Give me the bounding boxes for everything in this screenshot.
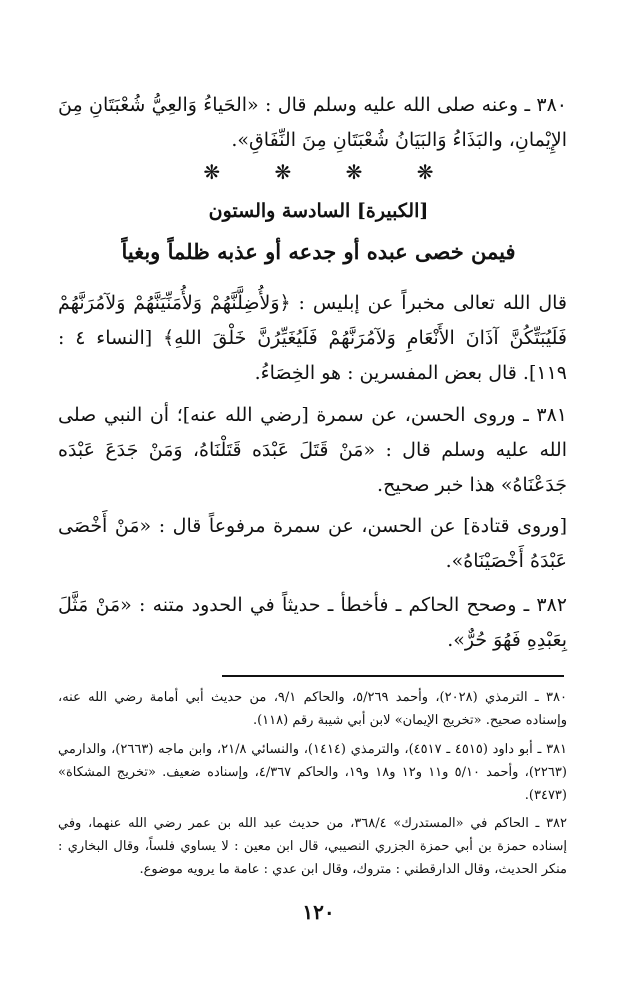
- page-number: ١٢٠: [302, 900, 335, 924]
- section-divider-stars: [0, 160, 637, 184]
- hadith-380: ٣٨٠ ـ وعنه صلى الله عليه وسلم قال : «الحَياءُ وَالعِيُّ شُعْبَتَانِ مِنَ الإِيْمانِ، والبَذَاءُ وَالبَيَانُ شُعْبَتَانِ مِنَ النِّفَاقِ».: [58, 94, 567, 151]
- star-icon: ❋: [203, 160, 221, 184]
- footnote-382: ٣٨٢ ـ الحاكم في «المستدرك» ٣٦٨/٤، من حديث عبد الله بن عمر رضي الله عنهما، وفي إسناده حمزة بن أبي حمزة الجزري النصيبي، قال ابن معين : لا يساوي فلساً، وقال البخاري : منكر الحديث، وقال الدارقطني : متروك، وقال ابن عدي : عامة ما يرويه موضوع.: [58, 816, 567, 877]
- hadith-381: ٣٨١ ـ وروى الحسن، عن سمرة [رضي الله عنه]؛ أن النبي صلى الله عليه وسلم قال : «مَنْ قَتَلَ عَبْدَه قَتَلْنَاهُ، وَمَنْ جَدَعَ عَبْدَه جَدَعْنَاهُ» هذا خبر صحيح.: [58, 404, 567, 496]
- footnote-381: ٣٨١ ـ أبو داود (٤٥١٥ ـ ٤٥١٧)، والترمذي (١٤١٤)، والنسائي ٢١/٨، وابن ماجه (٢٦٦٣)، والدارمي (٢٢٦٣)، وأحمد ٥/١٠ و١١ و١٢ و١٨ و١٩، والحاكم ٤/٣٦٧، وإسناده ضعيف. «تخريج المشكاة» (٣٤٧٣).: [58, 742, 568, 803]
- hadith-382: ٣٨٢ ـ وصحح الحاكم ـ فأخطأ ـ حديثاً في الحدود متنه : «مَنْ مَثَّلَ بِعَبْدِهِ فَهُوَ حُرٌّ».: [58, 594, 567, 651]
- intro-paragraph: قال الله تعالى مخبراً عن إبليس : ﴿وَلأُضِلَّنَّهُمْ وَلأُمَنِّيَنَّهُمْ وَلآمُرَنَّهُمْ فَلَيُبَتِّكُنَّ آذَانَ الأَنْعَامِ وَلآمُرَنَّهُمْ فَلَيُغَيِّرُنَّ خَلْقَ اللهِ﴾ [النساء ٤ : ١١٩]. قال بعض المفسرين : هو الخِصَاءُ.: [58, 292, 567, 384]
- chapter-subtitle: فيمن خصى عبده أو جدعه أو عذبه ظلماً وبغياً: [121, 239, 516, 264]
- chapter-title: [الكبيرة] السادسة والستون: [208, 200, 429, 222]
- qatada-paragraph: [وروى قتادة] عن الحسن، عن سمرة مرفوعاً قال : «مَنْ أَخْصَى عَبْدَهُ أَخْصَيْنَاهُ».: [58, 515, 567, 572]
- star-icon: ❋: [416, 160, 434, 184]
- star-icon: ❋: [274, 160, 292, 184]
- star-icon: ❋: [345, 160, 363, 184]
- footnote-separator: [222, 675, 564, 677]
- footnote-380: ٣٨٠ ـ الترمذي (٢٠٢٨)، وأحمد ٥/٢٦٩، والحاكم ٩/١، من حديث أبي أمامة رضي الله عنه، وإسناده صحيح. «تخريج الإيمان» لابن أبي شيبة رقم (١١٨).: [58, 690, 567, 728]
